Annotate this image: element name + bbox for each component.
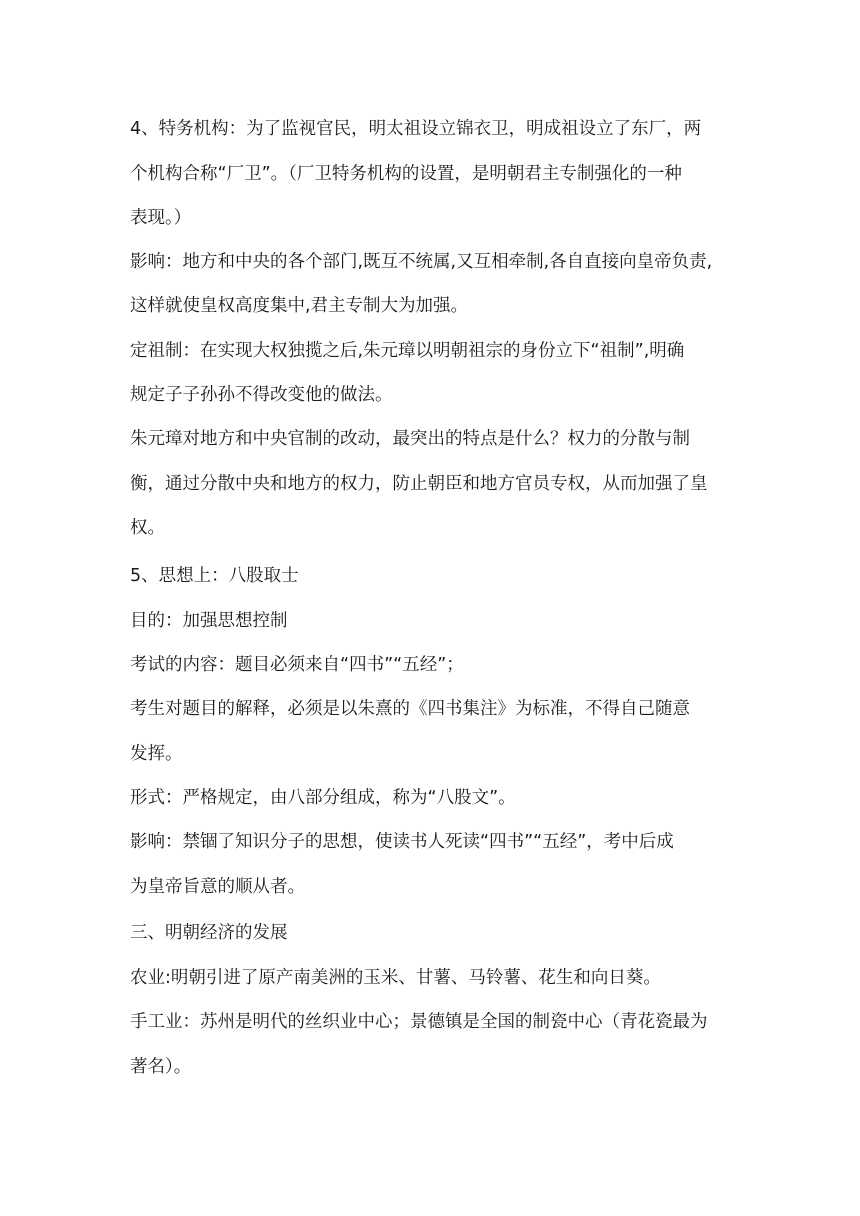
text-line-18: 为皇帝旨意的顺从者。 bbox=[130, 877, 305, 897]
text-line-10: 权。 bbox=[130, 518, 165, 538]
text-line-3: 表现。） bbox=[130, 208, 192, 228]
text-line-8: 朱元璋对地方和中央官制的改动，最突出的特点是什么？权力的分散与制 bbox=[130, 429, 690, 449]
text-line-22: 著名）。 bbox=[130, 1057, 192, 1077]
text-line-2: 个机构合称“厂卫”。（厂卫特务机构的设置，是明朝君主专制强化的一种 bbox=[130, 164, 682, 184]
text-line-12: 目的：加强思想控制 bbox=[130, 611, 288, 631]
text-line-14: 考生对题目的解释，必须是以朱熹的《四书集注》为标准，不得自己随意 bbox=[130, 699, 690, 719]
text-line-1: 4、特务机构：为了监视官民，明太祖设立锦衣卫，明成祖设立了东厂，两 bbox=[130, 119, 702, 139]
text-line-19: 三、明朝经济的发展 bbox=[130, 923, 288, 943]
text-line-7: 规定子子孙孙不得改变他的做法。 bbox=[130, 385, 393, 405]
text-line-5: 这样就使皇权高度集中,君主专制大为加强。 bbox=[130, 296, 469, 316]
text-line-15: 发挥。 bbox=[130, 744, 183, 764]
text-line-17: 影响：禁锢了知识分子的思想，使读书人死读“四书”“五经”，考中后成 bbox=[130, 832, 674, 852]
text-line-20: 农业:明朝引进了原产南美洲的玉米、甘薯、马铃薯、花生和向日葵。 bbox=[130, 968, 661, 988]
text-line-9: 衡，通过分散中央和地方的权力，防止朝臣和地方官员专权，从而加强了皇 bbox=[130, 474, 708, 494]
text-line-6: 定祖制：在实现大权独揽之后,朱元璋以明朝祖宗的身份立下“祖制”,明确 bbox=[130, 341, 685, 361]
text-line-11: 5、思想上：八股取士 bbox=[130, 566, 299, 586]
text-line-4: 影响：地方和中央的各个部门,既互不统属,又互相牵制,各自直接向皇帝负责, bbox=[130, 252, 713, 272]
text-line-13: 考试的内容：题目必须来自“四书”“五经”； bbox=[130, 655, 464, 675]
text-line-16: 形式：严格规定，由八部分组成，称为“八股文”。 bbox=[130, 788, 516, 808]
text-line-21: 手工业：苏州是明代的丝织业中心；景德镇是全国的制瓷中心（青花瓷最为 bbox=[130, 1012, 708, 1032]
